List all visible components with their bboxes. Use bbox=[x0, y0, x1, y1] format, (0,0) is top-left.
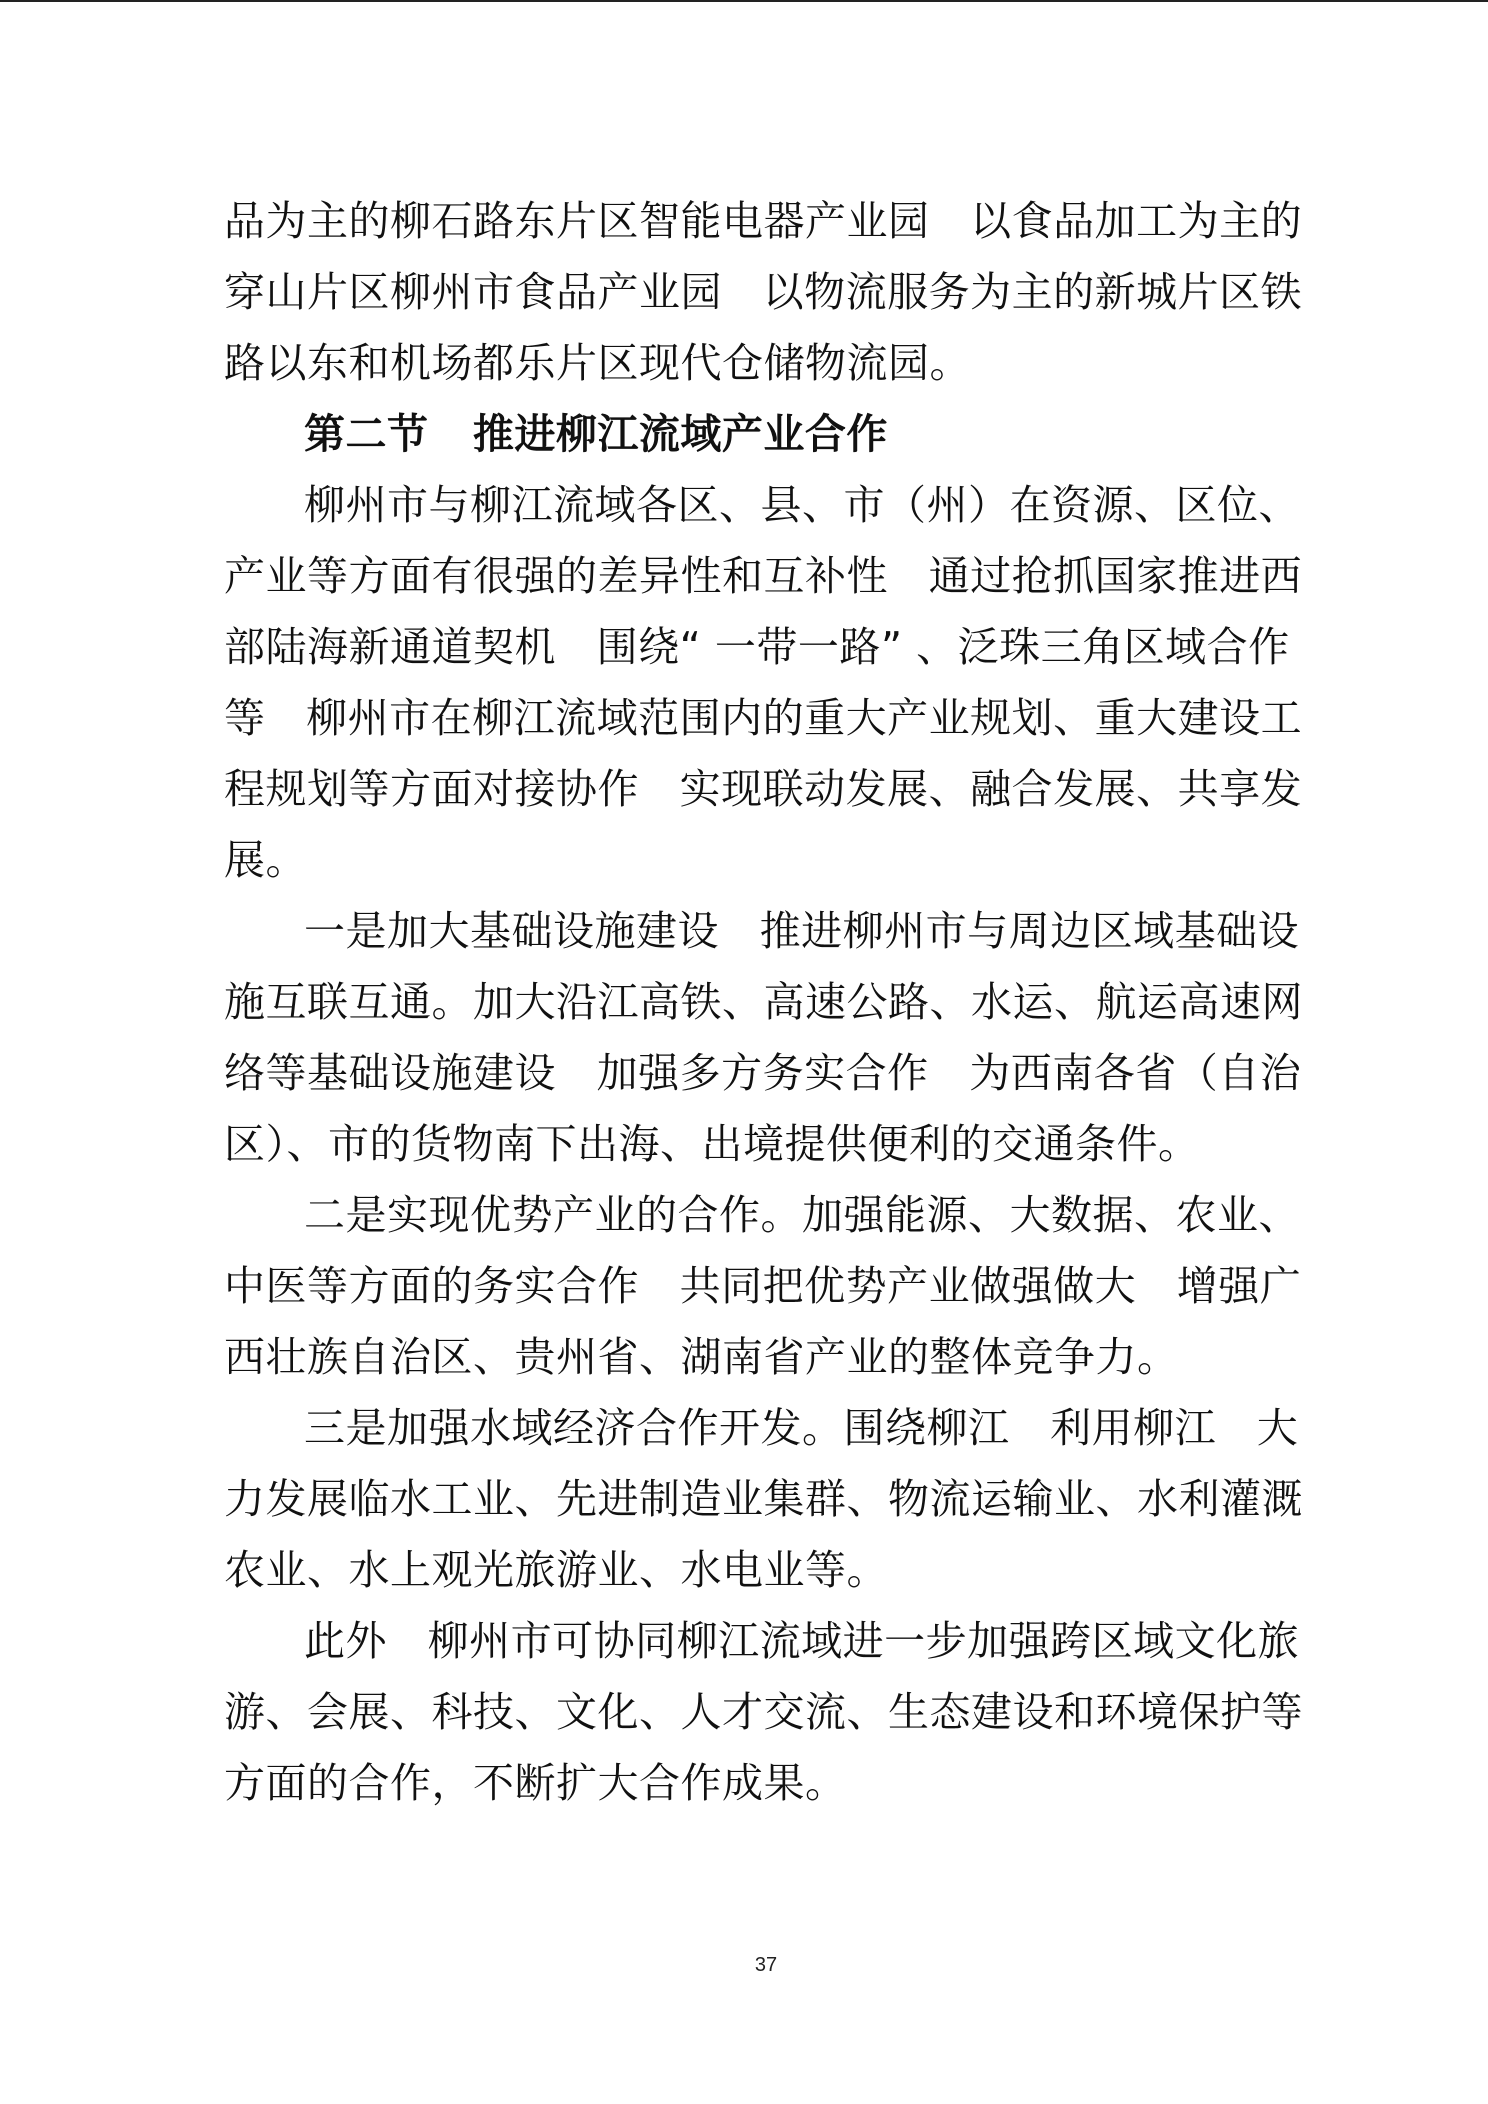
body-text-line: 展。 bbox=[224, 836, 307, 884]
body-text-line: 路以东和机场都乐片区现代仓储物流园。 bbox=[224, 339, 971, 387]
body-text-line: 产业等方面有很强的差异性和互补性 通过抢抓国家推进西 bbox=[224, 552, 1303, 600]
body-text-line: 中医等方面的务实合作 共同把优势产业做强做大 增强广 bbox=[224, 1262, 1302, 1310]
section-heading: 第二节 推进柳江流域产业合作 bbox=[304, 410, 888, 458]
body-text-line: 方面的合作，不断扩大合作成果。 bbox=[224, 1759, 847, 1807]
paragraph-first-line: 三是加强水域经济合作开发。围绕柳江 利用柳江 大 bbox=[304, 1404, 1299, 1452]
body-text-line: 部陆海新通道契机 围绕“ 一带一路” 、泛珠三角区域合作 bbox=[224, 623, 1290, 671]
body-text-line: 区）、市的货物南下出海、出境提供便利的交通条件。 bbox=[224, 1120, 1200, 1168]
body-text-line: 程规划等方面对接协作 实现联动发展、融合发展、共享发 bbox=[224, 765, 1303, 813]
paragraph-first-line: 二是实现优势产业的合作。加强能源、大数据、农业、 bbox=[304, 1191, 1300, 1239]
body-text-line: 品为主的柳石路东片区智能电器产业园 以食品加工为主的 bbox=[224, 197, 1303, 245]
body-text-line: 农业、水上观光旅游业、水电业等。 bbox=[224, 1546, 888, 1594]
page-number: 37 bbox=[754, 1954, 778, 1976]
paragraph-first-line: 一是加大基础设施建设 推进柳州市与周边区域基础设 bbox=[304, 907, 1300, 955]
body-text-line: 西壮族自治区、贵州省、湖南省产业的整体竞争力。 bbox=[224, 1333, 1179, 1381]
body-text-line: 等 柳州市在柳江流域范围内的重大产业规划、重大建设工 bbox=[224, 694, 1303, 742]
body-text-line: 施互联互通。加大沿江高铁、高速公路、水运、航运高速网 bbox=[224, 978, 1303, 1026]
top-border-line bbox=[0, 0, 1488, 2]
body-text-line: 力发展临水工业、先进制造业集群、物流运输业、水利灌溉 bbox=[224, 1475, 1303, 1523]
body-text-line: 穿山片区柳州市食品产业园 以物流服务为主的新城片区铁 bbox=[224, 268, 1303, 316]
page-body bbox=[224, 186, 1303, 1819]
paragraph-first-line: 此外 柳州市可协同柳江流域进一步加强跨区域文化旅 bbox=[304, 1617, 1300, 1665]
body-text-line: 络等基础设施建设 加强多方务实合作 为西南各省（自治 bbox=[224, 1049, 1302, 1097]
paragraph-first-line: 柳州市与柳江流域各区、县、市（州）在资源、区位、 bbox=[304, 481, 1300, 529]
body-text-line: 游、会展、科技、文化、人才交流、生态建设和环境保护等 bbox=[224, 1688, 1303, 1736]
